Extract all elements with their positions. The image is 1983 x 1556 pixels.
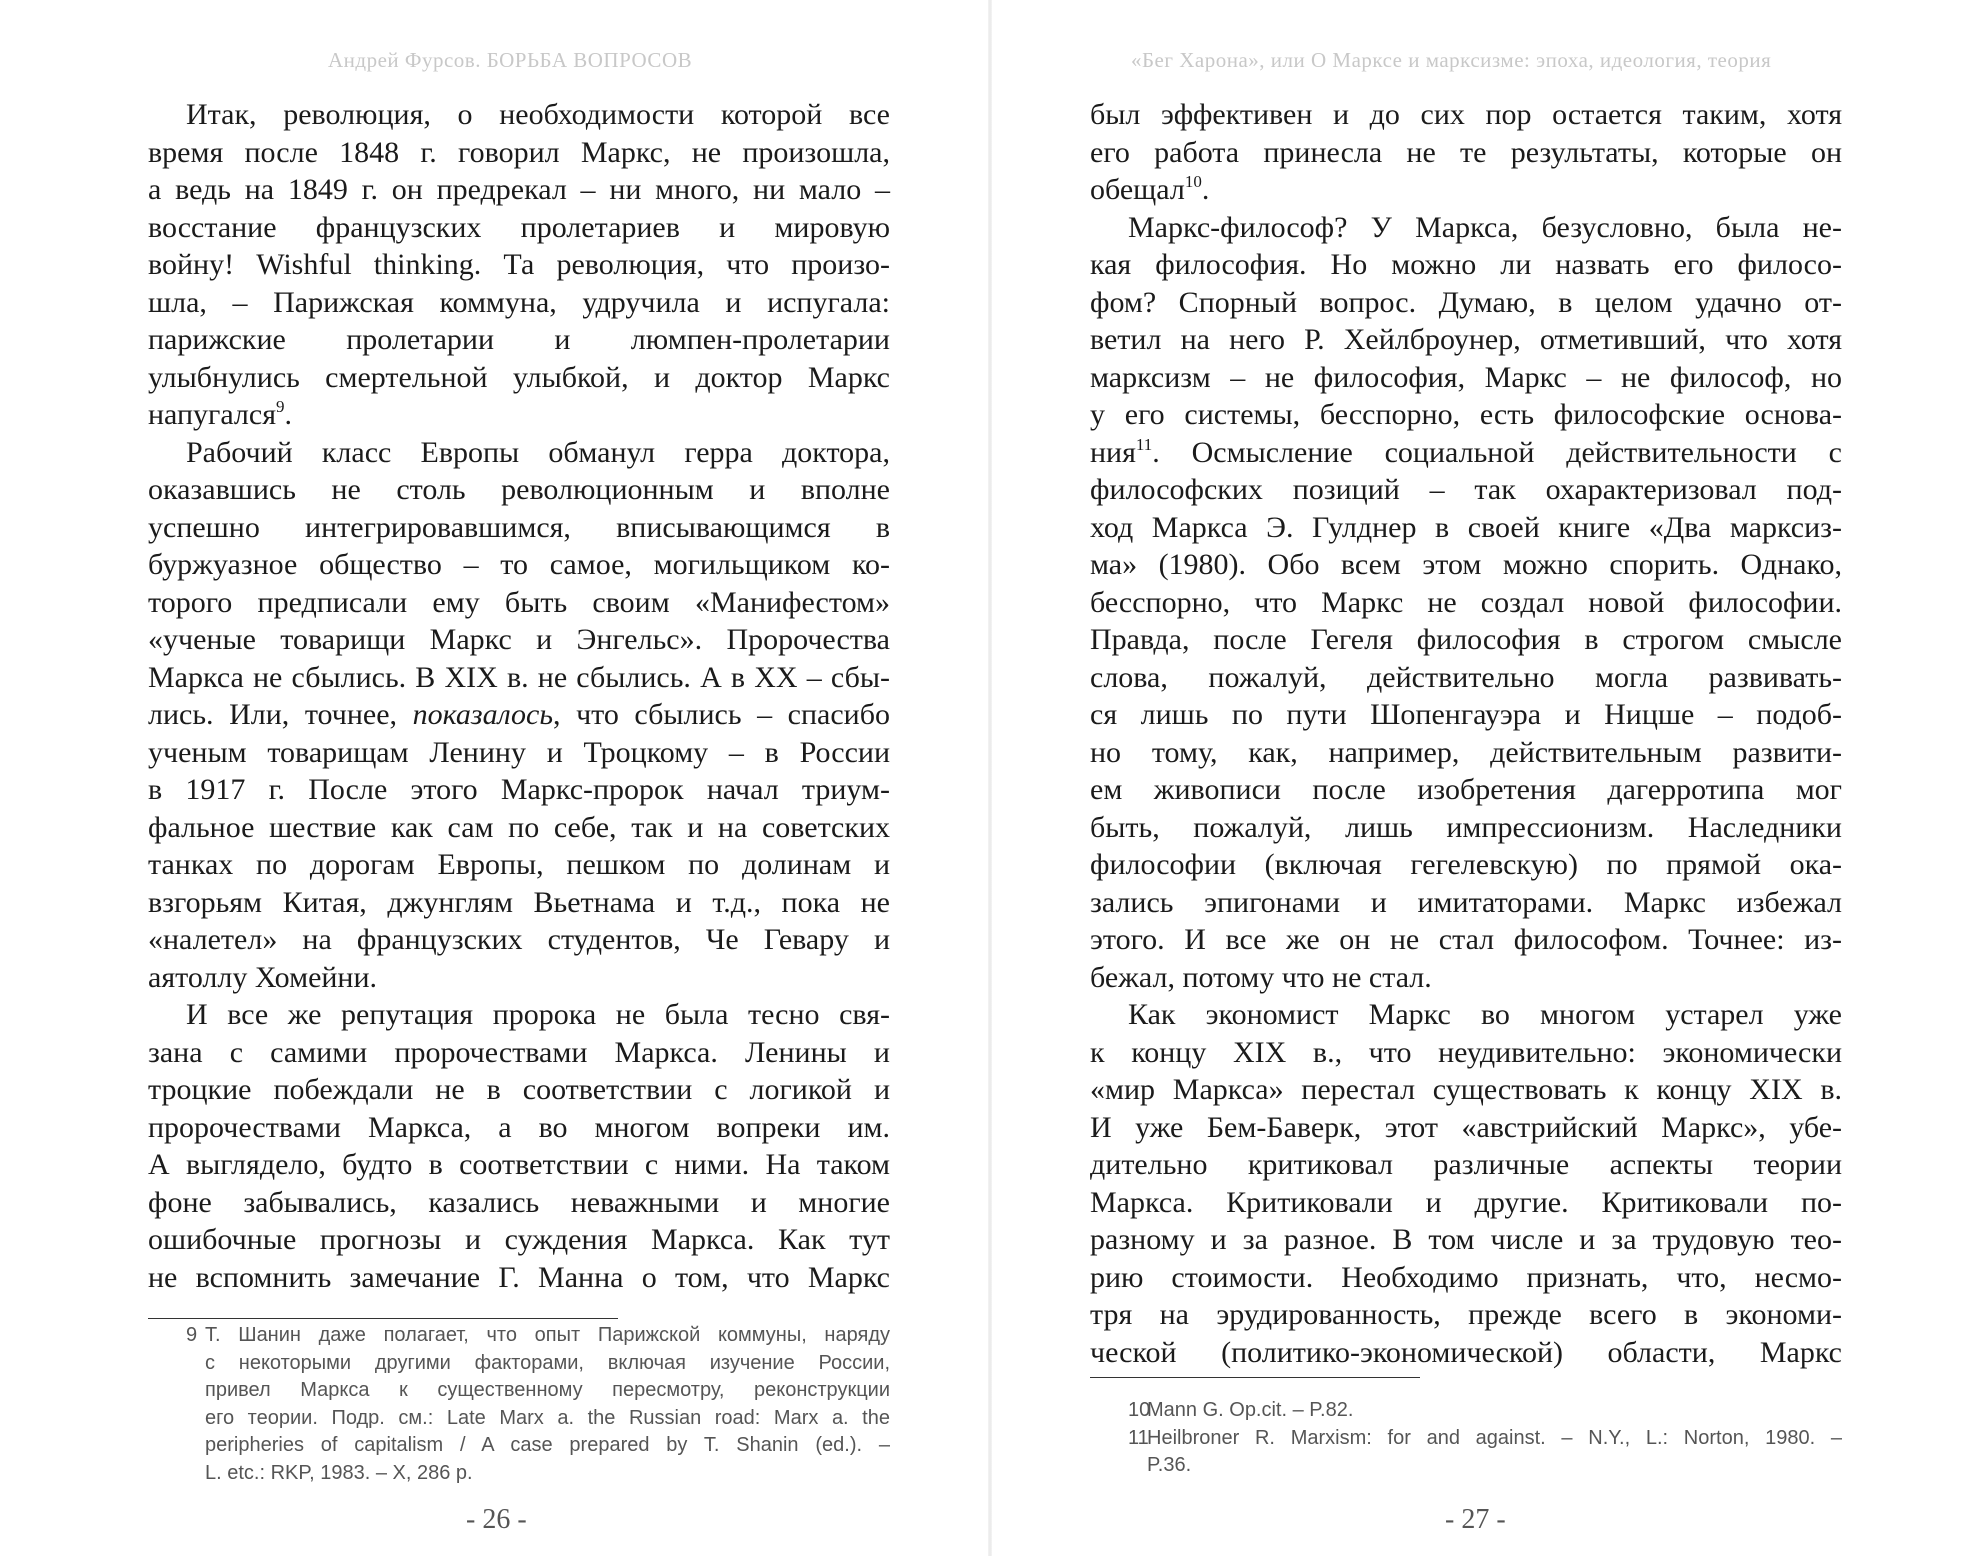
line-text: лись. Или, точнее, [148, 698, 413, 731]
text-line [148, 1146, 890, 1184]
text-line [148, 321, 890, 359]
line-text: рию стоимости. Необходимо признать, что, несмо- [1090, 1260, 1842, 1294]
line-text: «мир Маркса» перестал существовать к концу XIX в. [1090, 1073, 1842, 1106]
line-text: Рабочий класс Европы обманул герра доктора, [186, 435, 890, 469]
line-text: ма» (1980). Обо всем этом можно спорить. Однако, [1090, 548, 1842, 581]
text-line [1090, 1334, 1842, 1372]
text-line [148, 771, 890, 809]
text-line [1090, 321, 1842, 359]
text-line [148, 434, 890, 472]
line-text-tail: , что сбылись – спасибо [553, 698, 890, 731]
line-text: к концу XIX в., что неудивительно: экономически [1090, 1035, 1842, 1069]
text-line [1090, 996, 1842, 1034]
line-text: А выглядело, будто в соответствии с ними. На таком [148, 1148, 890, 1181]
footnotes [1090, 1397, 1842, 1480]
text-line [1090, 584, 1842, 622]
text-line [1090, 209, 1842, 247]
line-text: «ученые товарищи Маркс и Энгельс». Пророчества [148, 623, 890, 656]
line-text: ем живописи после изобретения дагерротипа мог [1090, 773, 1842, 806]
text-line [148, 546, 890, 584]
line-text: быть, пожалуй, лишь импрессионизм. Наследники [1090, 810, 1842, 844]
text-line [148, 134, 890, 172]
line-text: И все же репутация пророка не была тесно свя- [186, 998, 890, 1031]
text-line [148, 509, 890, 547]
line-text: философских позиций – так охарактеризовал под- [1090, 473, 1842, 506]
line-text: был эффективен и до сих пор остается таким, хотя [1090, 98, 1842, 131]
text-line [1090, 884, 1842, 922]
main-text [1090, 96, 1842, 1371]
footnote [1090, 1425, 1842, 1480]
text-line [148, 284, 890, 322]
line-text: Итак, революция, о необходимости которой все [186, 98, 890, 131]
line-text: торого предписали ему быть своим «Манифестом» [148, 585, 890, 619]
line-text: этого. И все же он не стал философом. Точнее: из- [1090, 923, 1842, 956]
text-line [1090, 171, 1842, 209]
text-line [148, 809, 890, 847]
line-text: обещал [1090, 173, 1185, 206]
left-page [0, 0, 990, 1556]
text-line [148, 1034, 890, 1072]
line-text: восстание французских пролетариев и мировую [148, 210, 890, 244]
footnote-number: 10 [1128, 1399, 1151, 1421]
text-line [1090, 1071, 1842, 1109]
text-line [148, 1259, 890, 1297]
running-head: Андрей Фурсов. БОРЬБА ВОПРОСОВ [328, 48, 693, 72]
text-line [148, 96, 890, 134]
line-text: фоне забывались, казались неважными и многие [148, 1185, 890, 1219]
line-text: шла, – Парижская коммуна, удручила и испугала: [148, 285, 890, 319]
text-line [1090, 471, 1842, 509]
footnote-line: Т. Шанин даже полагает, что опыт Парижской коммуны, наряду [205, 1324, 890, 1346]
main-text [148, 96, 890, 1296]
line-text: философии (включая гегелевскую) по прямой ока- [1090, 848, 1842, 881]
line-text: ческой (политико-экономической) области, Маркс [1090, 1335, 1842, 1369]
line-text: тря на эрудированность, прежде всего в экономи- [1090, 1298, 1842, 1331]
text-line [148, 584, 890, 622]
text-line [148, 996, 890, 1034]
line-text: фом? Спорный вопрос. Думаю, в целом удачно от- [1090, 285, 1842, 319]
line-text: ошибочные прогнозы и суждения Маркса. Как тут [148, 1223, 890, 1256]
text-line [148, 621, 890, 659]
footnote-ref[interactable]: 11 [1135, 434, 1153, 454]
line-text: Маркса не сбылись. В XIX в. не сбылись. А в XX – сбы- [148, 660, 890, 694]
footnote-line: peripheries of capitalism / A case prepared by T. Shanin (ed.). – [205, 1434, 890, 1456]
text-line [148, 1184, 890, 1222]
line-text: Правда, после Гегеля философия в строгом смысле [1090, 623, 1842, 656]
line-text: Маркс-философ? У Маркса, безусловно, была не- [1128, 210, 1842, 244]
line-text-tail: . [284, 398, 292, 431]
running-head: «Бег Харона», или О Марксе и марксизме: эпоха, идеология, теория [1131, 48, 1772, 72]
text-line [1090, 846, 1842, 884]
line-text: ученым товарищам Ленину и Троцкому – в России [148, 735, 890, 769]
text-line [1090, 659, 1842, 697]
text-line [148, 396, 890, 434]
text-line [1090, 696, 1842, 734]
text-line [148, 921, 890, 959]
text-line [1090, 959, 1842, 997]
line-text: парижские пролетарии и люмпен-пролетарии [148, 323, 890, 356]
line-text: бежал, потому что не стал. [1090, 960, 1432, 994]
line-text: зались эпигонами и имитаторами. Маркс избежал [1090, 885, 1842, 919]
text-line [1090, 1221, 1842, 1259]
line-text: дительно критиковал различные аспекты теории [1090, 1148, 1842, 1181]
line-text: ния [1090, 435, 1136, 469]
footnote-number: 9 [186, 1324, 198, 1346]
footnote [148, 1322, 890, 1487]
text-line [1090, 1109, 1842, 1147]
text-line [148, 884, 890, 922]
text-line [1090, 809, 1842, 847]
text-line [1090, 396, 1842, 434]
text-line [1090, 1146, 1842, 1184]
footnote-ref[interactable]: 10 [1184, 172, 1202, 191]
text-line [1090, 509, 1842, 547]
right-page [990, 0, 1983, 1556]
line-text: бесспорно, что Маркс не создал новой философии. [1090, 585, 1842, 619]
line-text: его работа принесла не те результаты, которые он [1090, 135, 1842, 169]
text-line [148, 1109, 890, 1147]
text-line [148, 696, 890, 734]
line-text: не вспомнить замечание Г. Манна о том, что Маркс [148, 1260, 890, 1294]
footnote-line: с некоторыми другими факторами, включая изучение России, [205, 1351, 890, 1374]
text-line [148, 659, 890, 697]
footnote-line: L. etc.: RKP, 1983. – X, 286 p. [205, 1461, 473, 1484]
line-text: Маркса. Критиковали и другие. Критиковали по- [1090, 1185, 1842, 1219]
line-text: пророчествами Маркса, а во многом вопреки им. [148, 1110, 890, 1144]
text-line [148, 471, 890, 509]
line-text: улыбнулись смертельной улыбкой, и доктор Маркс [148, 360, 890, 394]
text-line [1090, 1184, 1842, 1222]
emphasis-text: показалось [412, 698, 554, 731]
line-text: напугался [148, 398, 276, 431]
text-line [1090, 434, 1842, 472]
line-text: «налетел» на французских студентов, Че Гевару и [148, 923, 890, 956]
line-text: успешно интегрировавшимся, вписывающимся в [148, 510, 890, 544]
text-line [1090, 546, 1842, 584]
text-line [148, 846, 890, 884]
text-line [1090, 921, 1842, 959]
line-text: ся лишь по пути Шопенгауэра и Ницше – подоб- [1090, 698, 1842, 731]
line-text: у его системы, бесспорно, есть философские основа- [1090, 398, 1842, 431]
footnote [1090, 1397, 1842, 1425]
line-text: взгорьям Китая, джунглям Вьетнама и т.д., пока не [148, 885, 890, 919]
line-text: аятоллу Хомейни. [148, 960, 378, 994]
line-text: а ведь на 1849 г. он предрекал – ни много, ни мало – [148, 173, 890, 206]
page-number: - 27 - [1445, 1504, 1506, 1535]
line-text: в 1917 г. После этого Маркс-пророк начал триум- [148, 773, 890, 806]
page-number: - 26 - [466, 1504, 527, 1535]
footnote-line: Heilbroner R. Marxism: for and against. – N.Y., L.: Norton, 1980. – [1147, 1426, 1842, 1449]
line-text-tail: . Осмысление социальной действительности с [1152, 435, 1842, 469]
line-text: танках по дорогам Европы, пешком по долинам и [148, 848, 890, 881]
text-line [148, 959, 890, 997]
footnote-ref[interactable]: 9 [276, 397, 285, 416]
line-text: оказавшись не столь революционным и вполне [148, 473, 890, 506]
line-text-tail: . [1201, 173, 1210, 206]
footnotes [148, 1322, 890, 1487]
text-line [1090, 134, 1842, 172]
line-text: зана с самими пророчествами Маркса. Ленины и [148, 1035, 890, 1069]
line-text: Как экономист Маркс во многом устарел уже [1128, 998, 1842, 1031]
text-line [1090, 284, 1842, 322]
text-line [148, 171, 890, 209]
footnote-line: привел Маркса к существенному пересмотру, реконструкции [205, 1379, 890, 1401]
line-text: ветил на него Р. Хейлброунер, отметивший, что хотя [1090, 323, 1842, 356]
text-line [1090, 1259, 1842, 1297]
text-line [1090, 246, 1842, 284]
footnote-line: его теории. Подр. см.: Late Marx a. the Russian road: Marx a. the [205, 1406, 890, 1429]
text-line [148, 1071, 890, 1109]
line-text: кая философия. Но можно ли назвать его филосо- [1090, 248, 1842, 281]
line-text: разному и за разное. В том числе и за трудовую тео- [1090, 1223, 1842, 1256]
text-line [1090, 621, 1842, 659]
text-line [148, 734, 890, 772]
text-line [1090, 359, 1842, 397]
footnote-rule [1090, 1377, 1420, 1378]
text-line [148, 1221, 890, 1259]
line-text: марксизм – не философия, Маркс – не философ, но [1090, 360, 1842, 394]
text-line [1090, 96, 1842, 134]
line-text: войну! Wishful thinking. Та революция, что произо- [148, 248, 890, 281]
line-text: время после 1848 г. говорил Маркс, не произошла, [148, 135, 890, 169]
text-line [1090, 734, 1842, 772]
text-line [148, 359, 890, 397]
line-text: фальное шествие как сам по себе, так и на советских [148, 810, 890, 844]
text-line [148, 209, 890, 247]
text-line [1090, 771, 1842, 809]
line-text: слова, пожалуй, действительно могла развивать- [1090, 660, 1842, 694]
line-text: И уже Бем-Баверк, этот «австрийский Маркс», убе- [1090, 1110, 1842, 1144]
footnote-number: 11 [1128, 1426, 1149, 1449]
line-text: троцкие побеждали не в соответствии с логикой и [148, 1073, 890, 1106]
footnote-line: P.36. [1147, 1454, 1192, 1476]
text-line [148, 246, 890, 284]
text-line [1090, 1034, 1842, 1072]
line-text: буржуазное общество – то самое, могильщиком ко- [148, 548, 890, 581]
line-text: но тому, как, например, действительным развити- [1090, 735, 1842, 769]
footnote-rule [148, 1318, 618, 1319]
text-line [1090, 1296, 1842, 1334]
footnote-line: Mann G. Op.cit. – P.82. [1147, 1399, 1354, 1421]
line-text: ход Маркса Э. Гулднер в своей книге «Два марксиз- [1090, 510, 1842, 544]
